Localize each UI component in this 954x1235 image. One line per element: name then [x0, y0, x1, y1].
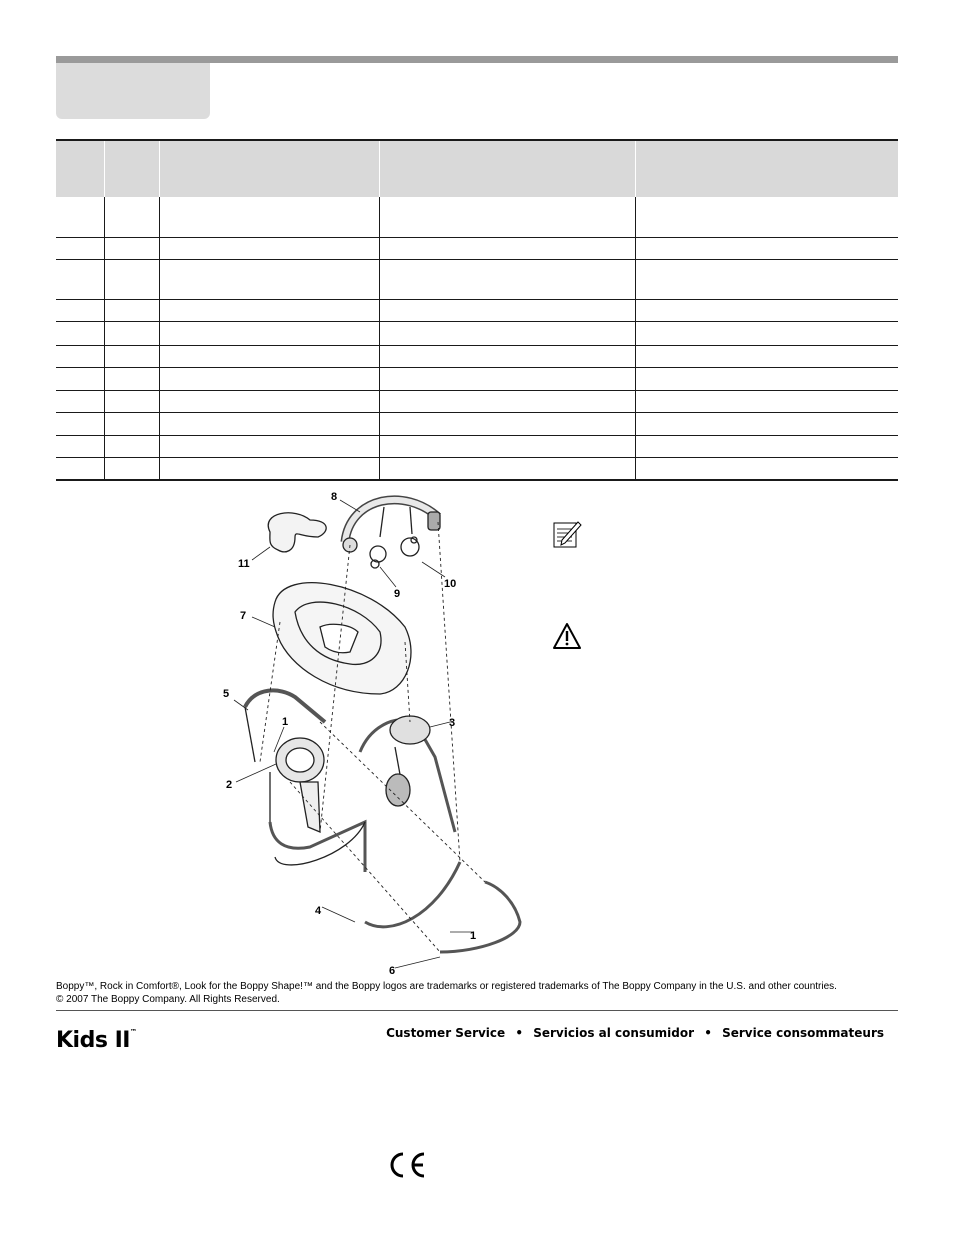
table-cell: [56, 300, 104, 322]
table-cell: [56, 197, 104, 237]
callout-6: 6: [389, 965, 396, 977]
table-cell: [56, 237, 104, 259]
table-row: [56, 322, 898, 345]
callout-5: 5: [223, 688, 230, 700]
separator-dot: •: [704, 1026, 712, 1040]
table-cell: [379, 436, 635, 458]
table-cell: [635, 259, 898, 299]
table-cell: [635, 367, 898, 390]
table-cell: [159, 345, 379, 367]
table-cell: [104, 197, 159, 237]
callout-11: 11: [238, 558, 250, 570]
assembly-diagram: [200, 482, 540, 977]
table-cell: [159, 436, 379, 458]
table-cell: [635, 413, 898, 436]
warning-triangle-icon: [552, 622, 582, 650]
table-cell: [56, 322, 104, 345]
callout-10: 10: [444, 578, 457, 590]
table-cell: [379, 197, 635, 237]
table-cell: [159, 322, 379, 345]
table-cell: [379, 322, 635, 345]
table-cell: [56, 413, 104, 436]
table-cell: [104, 436, 159, 458]
table-cell: [104, 390, 159, 412]
table-cell: [379, 345, 635, 367]
service-item-fr: Service consommateurs: [722, 1026, 884, 1040]
copyright-text: © 2007 The Boppy Company. All Rights Reserved.: [56, 994, 280, 1005]
callout-9: 9: [394, 588, 401, 600]
table-row: [56, 345, 898, 367]
footer-divider: [56, 1010, 898, 1011]
table-cell: [379, 458, 635, 480]
table-cell: [635, 436, 898, 458]
table-row: [56, 197, 898, 237]
table-row: [56, 259, 898, 299]
table-row: [56, 237, 898, 259]
table-row: [56, 436, 898, 458]
ce-mark-icon: [386, 1150, 428, 1180]
table-cell: [379, 367, 635, 390]
legal-notice: [56, 980, 898, 1006]
table-cell: [104, 413, 159, 436]
table-cell: [159, 458, 379, 480]
table-row: [56, 367, 898, 390]
service-item-es: Servicios al consumidor: [533, 1026, 695, 1040]
table-cell: [635, 345, 898, 367]
table-header-cell: [159, 140, 379, 197]
pencil-note-icon: [552, 520, 582, 550]
table-header-cell: [379, 140, 635, 197]
table-cell: [379, 237, 635, 259]
table-cell: [159, 300, 379, 322]
table-cell: [159, 197, 379, 237]
table-cell: [159, 259, 379, 299]
service-item-en: Customer Service: [386, 1026, 506, 1040]
table-cell: [635, 322, 898, 345]
top-rule: [56, 56, 898, 63]
table-cell: [159, 367, 379, 390]
table-cell: [159, 390, 379, 412]
table-cell: [379, 390, 635, 412]
table-row: [56, 413, 898, 436]
table-cell: [379, 259, 635, 299]
table-cell: [104, 237, 159, 259]
table-row: [56, 458, 898, 480]
logo-text: Kids II: [56, 1028, 130, 1053]
kids-ii-logo: Kids II™: [56, 1028, 137, 1053]
table-cell: [379, 413, 635, 436]
callout-2: 2: [226, 779, 233, 791]
table-cell: [56, 367, 104, 390]
table-header-cell: [56, 140, 104, 197]
table-cell: [635, 390, 898, 412]
table-cell: [104, 345, 159, 367]
table-cell: [56, 259, 104, 299]
table-cell: [104, 322, 159, 345]
table-cell: [56, 390, 104, 412]
callout-4: 4: [315, 905, 322, 917]
trademark-text: Boppy™, Rock in Comfort®, Look for the Boppy Shape!™ and the Boppy logos are trademarks or registered trademarks of The Boppy Company in the U.S. and other countries.: [56, 981, 837, 992]
table-cell: [56, 436, 104, 458]
table-cell: [379, 300, 635, 322]
callout-1: 1: [282, 716, 289, 728]
callout-1: 1: [470, 930, 477, 942]
table-cell: [104, 259, 159, 299]
callout-7: 7: [240, 610, 247, 622]
table-header-cell: [635, 140, 898, 197]
table-cell: [104, 367, 159, 390]
table-row: [56, 300, 898, 322]
table-cell: [635, 197, 898, 237]
table-cell: [104, 300, 159, 322]
table-cell: [159, 413, 379, 436]
table-cell: [56, 345, 104, 367]
table-cell: [56, 458, 104, 480]
callout-3: 3: [449, 717, 456, 729]
table-cell: [635, 237, 898, 259]
parts-table: [56, 139, 898, 481]
customer-service-bar: [386, 1026, 884, 1040]
table-cell: [635, 458, 898, 480]
table-cell: [159, 237, 379, 259]
table-header-cell: [104, 140, 159, 197]
separator-dot: •: [515, 1026, 524, 1040]
callout-8: 8: [331, 491, 338, 503]
table-header-row: [56, 140, 898, 197]
table-cell: [104, 458, 159, 480]
table-cell: [635, 300, 898, 322]
header-tab: [56, 63, 210, 119]
table-row: [56, 390, 898, 412]
